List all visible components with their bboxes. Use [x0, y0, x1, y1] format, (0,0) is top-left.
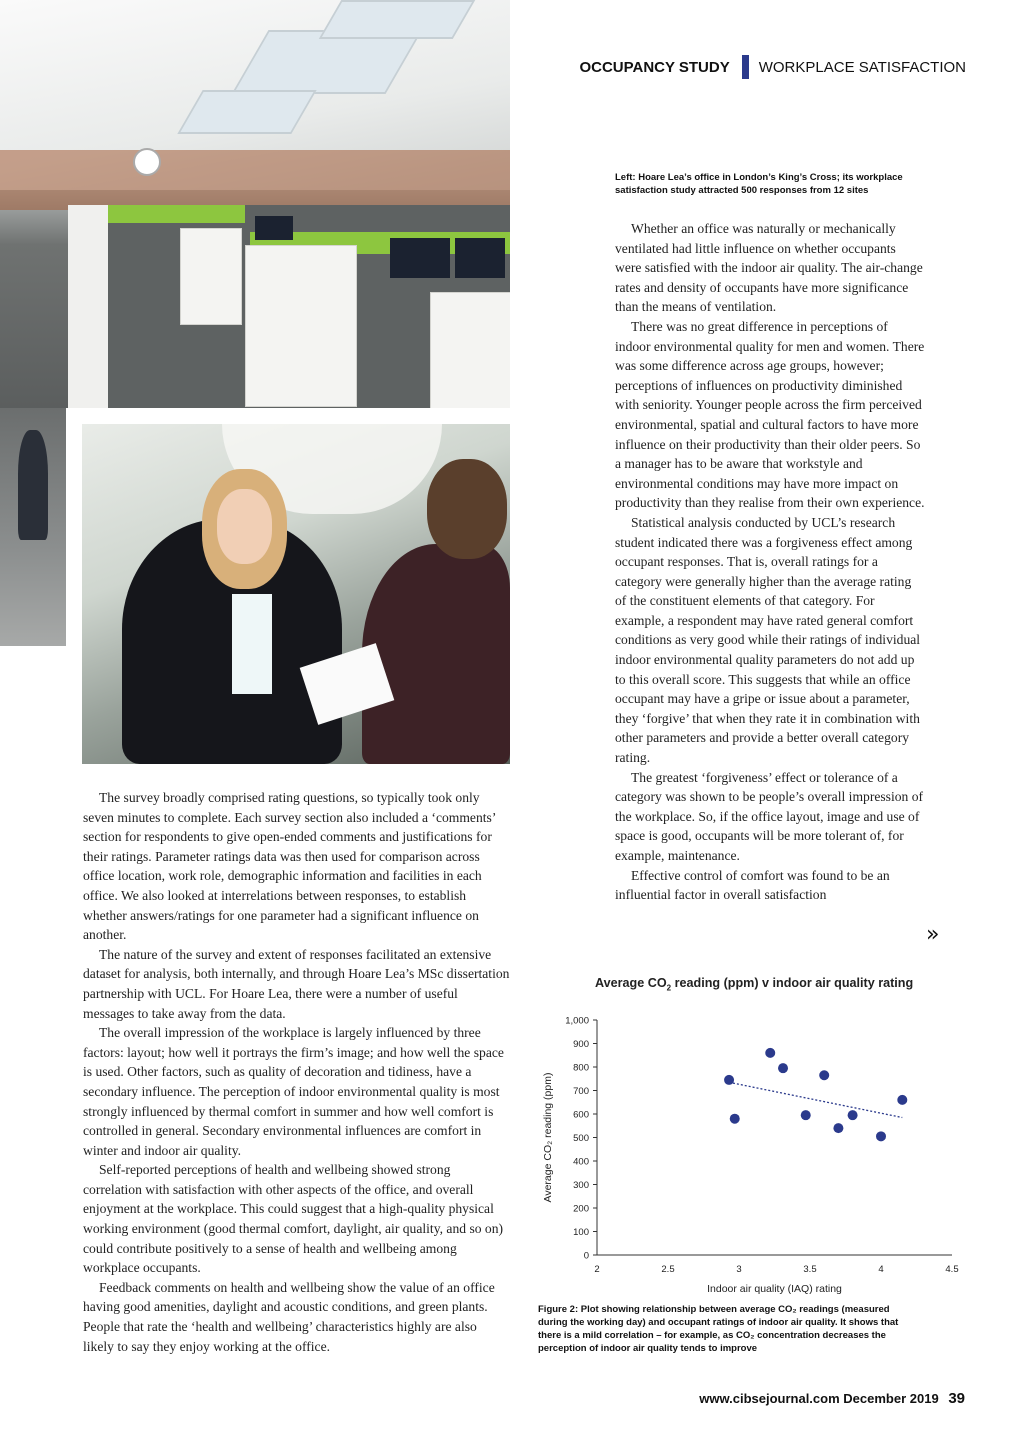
y-tick-label: 400	[573, 1156, 589, 1168]
chart-title-sub: 2	[666, 983, 672, 993]
figure-caption: Figure 2: Plot showing relationship between average CO₂ readings (measured during the working day) and occupant ratings of indoor air quality. It shows that there is a mild correlation – for example, as CO₂ concentration decreases the perception of indoor air quality tends to improve	[538, 1304, 899, 1354]
x-tick-label: 3.5	[803, 1264, 817, 1275]
x-tick-label: 2.5	[661, 1264, 675, 1275]
y-tick-label: 100	[573, 1227, 589, 1238]
footer-url: www.cibsejournal.com	[699, 1391, 840, 1406]
office-interior-photo	[0, 0, 510, 408]
paragraph: Self-reported perceptions of health and wellbeing showed strong correlation with satisfaction with other aspects of the office, and overall enjoyment at the workplace. This could suggest that a high-quality physical working environment (good thermal comfort, daylight, air quality, and so on) could contribute positively to a sense of health and wellbeing among workplace occupants.	[83, 1162, 504, 1276]
continue-marker: »	[926, 922, 940, 947]
paragraph: Feedback comments on health and wellbeing show the value of an office having good amenities, daylight and acoustic conditions, and green plants. People that rate the ‘health and wellbeing’ characteristics highly are also likely to say they enjoy working at the office.	[83, 1279, 495, 1354]
data-point	[897, 1095, 907, 1105]
paragraph: The nature of the survey and extent of responses facilitated an extensive dataset for analysis, both internally, and through Hoare Lea’s MSc dissertation partnership with UCL. For Hoare Lea, there were a number of useful messages to take away from the data.	[83, 946, 510, 1021]
monitor	[455, 238, 505, 278]
y-tick-label: 0	[583, 1250, 589, 1262]
data-point	[778, 1063, 788, 1073]
paragraph: The greatest ‘forgiveness’ effect or tolerance of a category was shown to be people’s overall impression of the workplace. So, if the office layout, image and use of space is good, occupants will be more tolerant of, for example, maintenance.	[615, 769, 924, 863]
data-point	[730, 1114, 740, 1124]
x-tick-label: 3	[736, 1264, 742, 1275]
footer-date: December 2019	[843, 1391, 939, 1406]
paragraph: Effective control of comfort was found to be an influential factor in overall satisfaction	[615, 867, 890, 903]
trendline	[729, 1082, 902, 1117]
monitor	[255, 216, 293, 240]
section-tag: OCCUPANCY STUDY	[579, 58, 730, 76]
y-tick-label: 500	[573, 1133, 589, 1144]
brick-wall	[0, 150, 510, 210]
clock-icon	[133, 148, 161, 176]
left-column	[83, 788, 511, 1356]
x-tick-label: 4	[878, 1264, 884, 1275]
y-tick-label: 600	[573, 1109, 589, 1121]
data-point	[801, 1110, 811, 1120]
section-header	[579, 55, 966, 79]
storage-cabinet	[430, 292, 510, 408]
photo-caption: Left: Hoare Lea’s office in London’s King’s Cross; its workplace satisfaction study attracted 500 responses from 12 sites	[615, 172, 903, 196]
x-axis-label: Indoor air quality (IAQ) rating	[707, 1283, 842, 1295]
data-point	[833, 1123, 843, 1133]
colleague-hair	[427, 459, 507, 559]
paragraph: The survey broadly comprised rating questions, so typically took only seven minutes to complete. Each survey section also included a ‘comments’ section for respondents to give open-ended comments and justifications for their ratings. Parameter ratings data was then used for comparison across office location, work role, demographic information and facilities in each office. We also looked at interrelations between responses, to establish whether answers/ratings for one parameter had a significant influence on another.	[83, 790, 496, 943]
y-tick-label: 200	[573, 1203, 589, 1215]
woman-face	[217, 489, 272, 564]
chart-title	[595, 976, 913, 993]
x-tick-label: 4.5	[945, 1264, 959, 1275]
y-tick-label: 900	[573, 1039, 589, 1050]
chart-title-post: reading (ppm) v indoor air quality rating	[671, 976, 914, 990]
y-axis-label: Average CO₂ reading (ppm)	[542, 1072, 554, 1203]
data-point	[876, 1131, 886, 1141]
y-tick-label: 300	[573, 1180, 589, 1191]
desk-partition	[95, 205, 245, 223]
chart-title-pre: Average CO	[595, 976, 667, 990]
storage-cabinet	[245, 245, 357, 407]
page-number: 39	[948, 1390, 965, 1407]
section-name: WORKPLACE SATISFACTION	[758, 58, 966, 76]
colleague	[362, 544, 510, 764]
monitor	[390, 238, 450, 278]
atrium-floor-photo	[0, 408, 66, 646]
storage-cabinet	[180, 228, 242, 325]
paragraph: Whether an office was naturally or mechanically ventilated had little influence on whether occupants were satisfied with the indoor air quality. The air-change rates and density of occupants have more significance than the means of ventilation.	[615, 221, 923, 315]
data-point	[765, 1048, 775, 1058]
paragraph: There was no great difference in perceptions of indoor environmental quality for men and women. There was some difference across age groups, however; perceptions of influences on productivity diminished with seniority. Younger people across the firm perceived environmental, spatial and cultural factors to have more influence on their productivity than their older peers. So a manager has to be aware that workstyle and environmental conditions may have more impact on productivity than they realise from their own experience.	[615, 318, 925, 511]
header-divider	[742, 55, 749, 79]
white-blouse	[232, 594, 272, 694]
right-column	[615, 219, 925, 905]
meeting-photo	[82, 424, 510, 764]
paragraph: The overall impression of the workplace is largely influenced by three factors: layout; how well it portrays the firm’s image; and how well the space is used. Other factors, such as quality of decoration and tidiness, have a secondary influence. The perception of indoor environmental quality is most strongly influenced by thermal comfort in summer and how well comfort is controlled in general. Secondary environmental influences are comfort in winter and indoor air quality.	[83, 1025, 504, 1158]
balustrade	[68, 205, 108, 408]
y-tick-label: 1,000	[565, 1015, 589, 1027]
co2-scatter-chart	[540, 1005, 970, 1297]
x-tick-label: 2	[594, 1264, 600, 1275]
y-tick-label: 800	[573, 1062, 589, 1074]
data-point	[819, 1070, 829, 1080]
skylight	[319, 0, 476, 39]
page-footer	[699, 1390, 965, 1407]
walking-person	[18, 430, 48, 540]
data-point	[724, 1075, 734, 1085]
paragraph: Statistical analysis conducted by UCL’s research student indicated there was a forgiveness effect among occupant responses. That is, overall ratings for a category were generally higher than the average rating of the constituent elements of that category. For example, a respondent may have rated general comfort conditions as very good while their ratings of individual indoor environmental quality parameters do not add up to this overall score. This suggests that while an office occupant may have a gripe or issue about a parameter, they ‘forgive’ that when they rate it in combination with other parameters and provide a better overall category rating.	[615, 514, 921, 766]
y-tick-label: 700	[573, 1086, 589, 1097]
data-point	[848, 1110, 858, 1120]
